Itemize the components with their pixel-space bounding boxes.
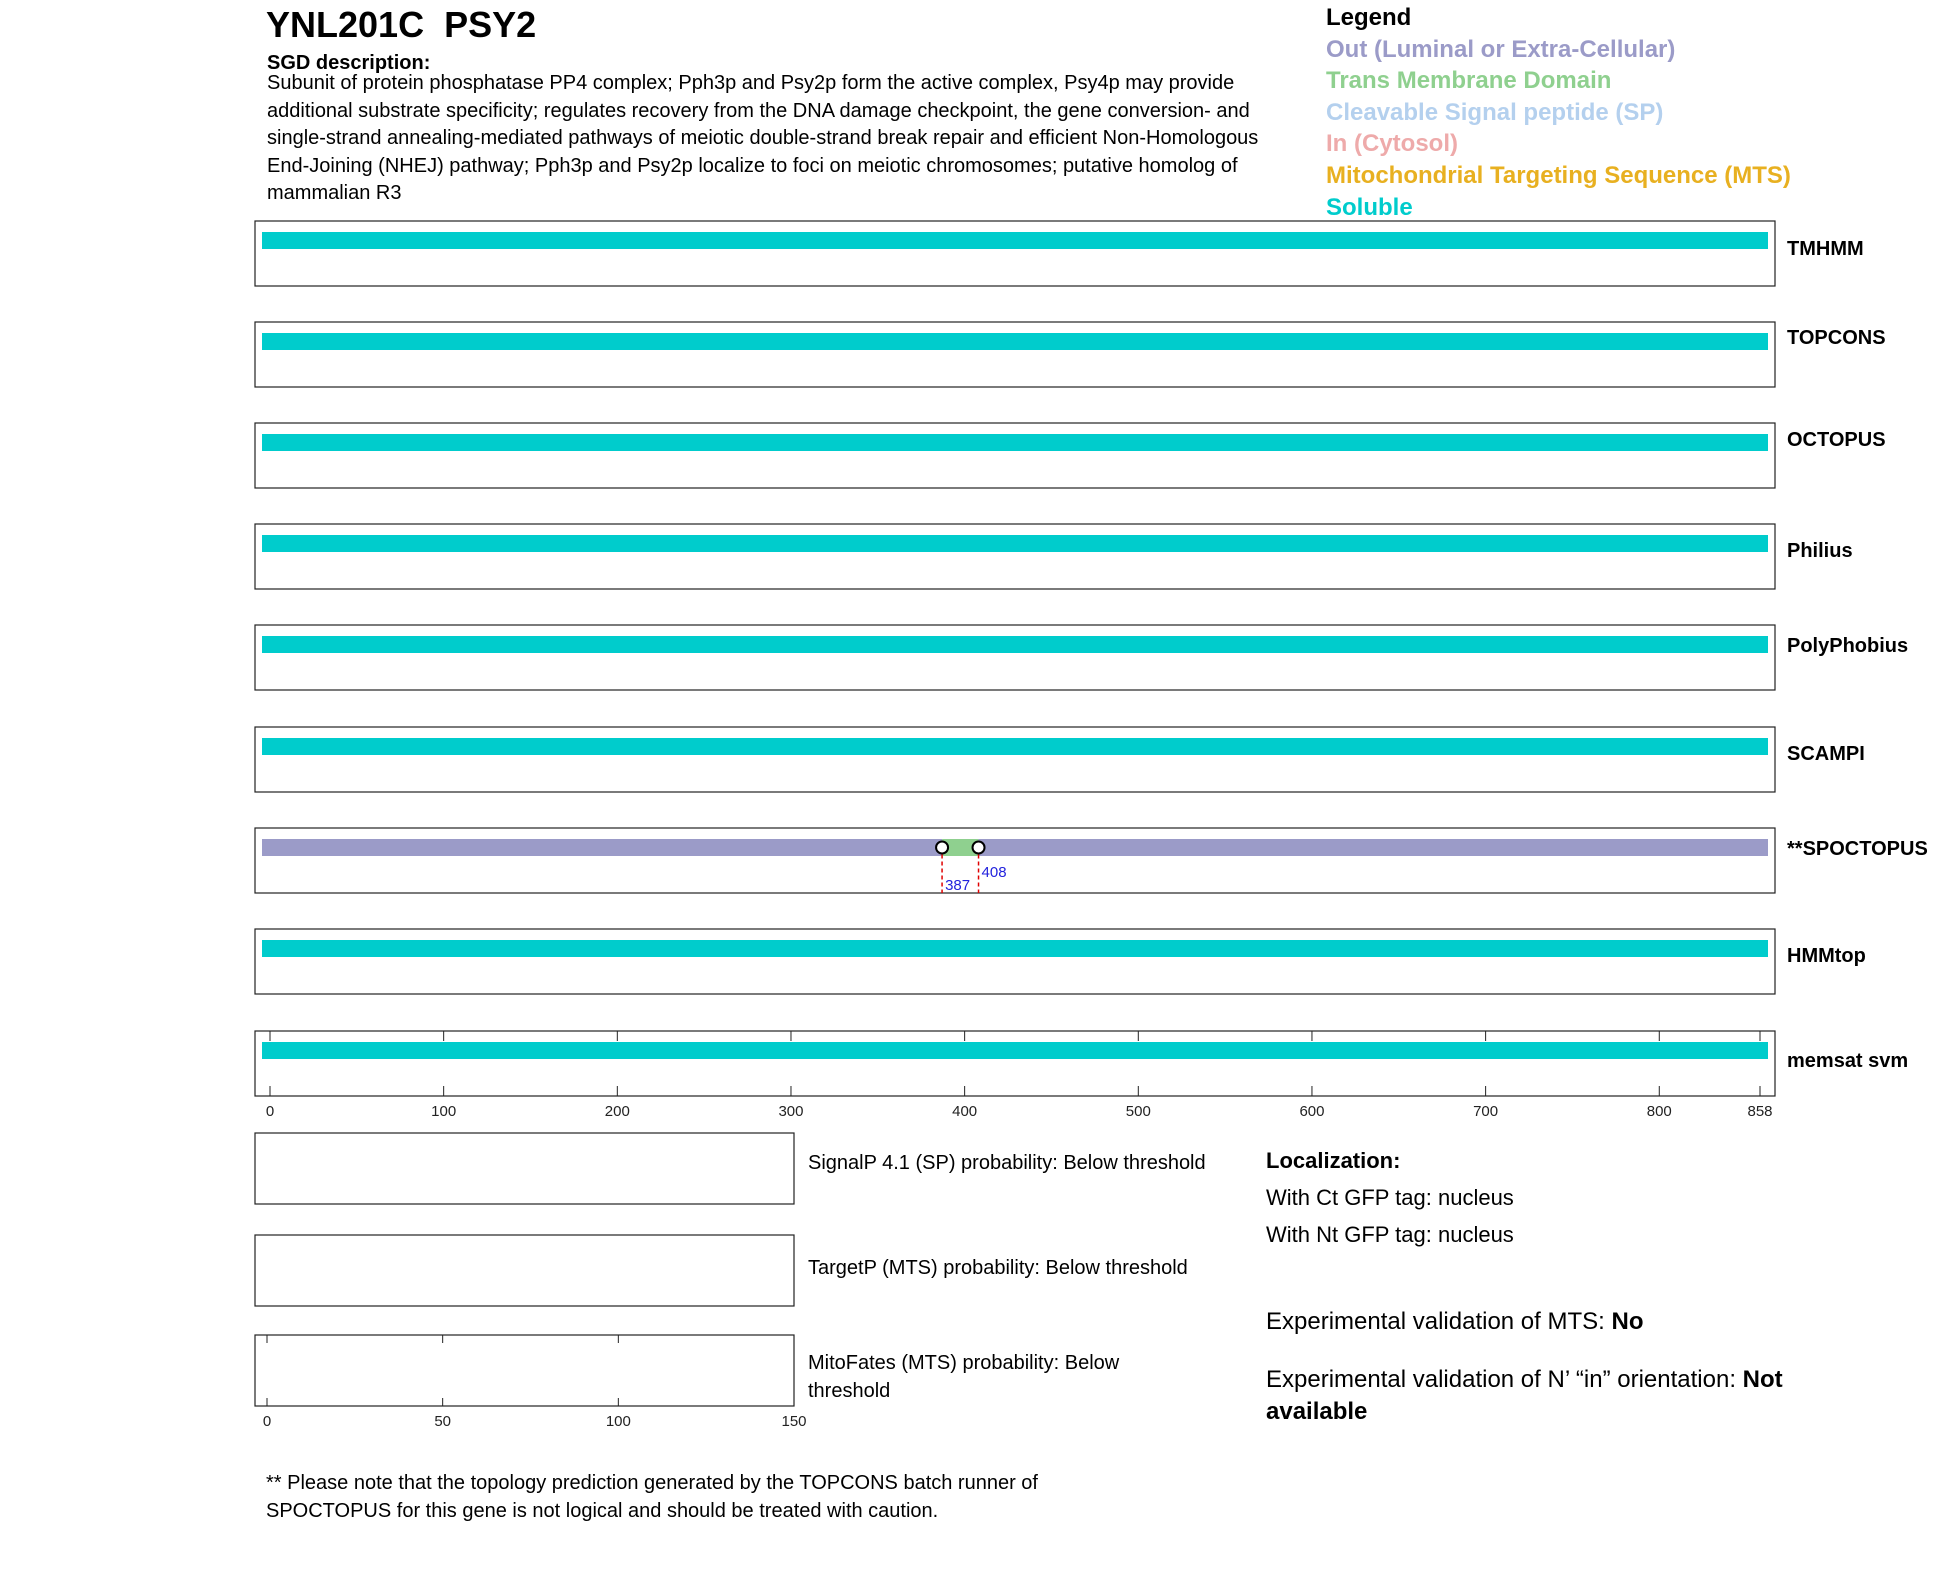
- sgd-label: SGD description:: [267, 52, 431, 74]
- track-box: [255, 322, 1775, 387]
- experimental-mts-value: No: [1611, 1308, 1644, 1335]
- track-segment: [262, 636, 1768, 653]
- signalp-probability-label: SignalP 4.1 (SP) probability: Below threshold: [808, 1152, 1206, 1174]
- x-tick-label: 200: [604, 1103, 630, 1120]
- track-box: [255, 423, 1775, 488]
- track-label: Philius: [1787, 540, 1853, 562]
- x-tick-label: 858: [1747, 1103, 1773, 1120]
- track-segment: [262, 940, 1768, 957]
- x-tick-label: 600: [1299, 1103, 1325, 1120]
- probability-panel: [255, 1133, 794, 1204]
- x-tick-label: 500: [1125, 1103, 1151, 1120]
- track-label: OCTOPUS: [1787, 429, 1886, 451]
- localization-title: Localization:: [1266, 1148, 1401, 1173]
- legend-item-mts: Mitochondrial Targeting Sequence (MTS): [1326, 161, 1791, 189]
- track-label: HMMtop: [1787, 945, 1866, 967]
- track-segment: [262, 839, 942, 856]
- track-label: PolyPhobius: [1787, 635, 1909, 657]
- legend-item-sp: Cleavable Signal peptide (SP): [1326, 98, 1664, 126]
- marker-circle: [936, 842, 948, 854]
- track-box: [255, 1031, 1775, 1096]
- prob-x-tick-label: 100: [605, 1413, 631, 1430]
- track-segment: [262, 535, 1768, 552]
- probability-panel: [255, 1235, 794, 1306]
- x-tick-label: 300: [778, 1103, 804, 1120]
- legend-title: Legend: [1326, 4, 1412, 31]
- marker-label: 408: [981, 864, 1007, 881]
- legend-item-soluble: Soluble: [1326, 193, 1413, 221]
- x-tick-label: 400: [952, 1103, 978, 1120]
- localization-ct: With Ct GFP tag: nucleus: [1266, 1185, 1514, 1210]
- track-box: [255, 727, 1775, 792]
- footnote: ** Please note that the topology prediction generated by the TOPCONS batch runner of SPOCTOPUS for this gene is not logical and should be treated with caution.: [266, 1472, 1038, 1522]
- prob-x-tick-label: 0: [262, 1413, 272, 1430]
- x-tick-label: 100: [431, 1103, 457, 1120]
- track-box: [255, 929, 1775, 994]
- track-box: [255, 221, 1775, 286]
- legend-item-tm: Trans Membrane Domain: [1326, 67, 1612, 95]
- track-segment: [262, 333, 1768, 350]
- experimental-n-in: [1266, 1364, 1866, 1428]
- track-label: memsat svm: [1787, 1050, 1909, 1072]
- legend-item-in: In (Cytosol): [1326, 130, 1458, 158]
- legend-item-out: Out (Luminal or Extra-Cellular): [1326, 35, 1676, 63]
- marker-circle: [973, 842, 985, 854]
- localization-nt: With Nt GFP tag: nucleus: [1266, 1222, 1514, 1247]
- x-tick-label: 700: [1473, 1103, 1499, 1120]
- track-segment: [262, 434, 1768, 451]
- track-label: TOPCONS: [1787, 327, 1886, 349]
- track-segment: [262, 232, 1768, 249]
- track-label: **SPOCTOPUS: [1787, 838, 1928, 860]
- track-segment: [979, 839, 1768, 856]
- targetp-probability-label: TargetP (MTS) probability: Below threshold: [808, 1257, 1188, 1279]
- experimental-mts: [1266, 1306, 1643, 1338]
- mitofates-probability-label: MitoFates (MTS) probability: Below threshold: [808, 1352, 1120, 1402]
- track-box: [255, 524, 1775, 589]
- x-tick-label: 800: [1646, 1103, 1672, 1120]
- experimental-mts-label: Experimental validation of MTS:: [1266, 1308, 1612, 1335]
- track-label: TMHMM: [1787, 238, 1864, 260]
- track-segment: [262, 1042, 1768, 1059]
- track-box: [255, 828, 1775, 893]
- track-box: [255, 625, 1775, 690]
- marker-label: 387: [945, 877, 971, 894]
- sgd-description: Subunit of protein phosphatase PP4 complex; Pph3p and Psy2p form the active complex, Psy4p may provide additional substrate specificity; regulates recovery from the DNA damage checkpoint, the gene conversion- and single-strand annealing-mediated pathways of meiotic double-strand break repair and efficient Non-Homologous End-Joining (NHEJ) pathway; Pph3p and Psy2p localize to foci on meiotic chromosomes; putative homolog of mammalian R3: [267, 72, 1259, 204]
- prob-x-tick-label: 50: [434, 1413, 452, 1430]
- track-label: SCAMPI: [1787, 743, 1865, 765]
- track-segment: [262, 738, 1768, 755]
- experimental-n-in-value: Not available: [1266, 1366, 1783, 1425]
- probability-panel: [255, 1335, 794, 1406]
- gene-title: YNL201C PSY2: [266, 4, 537, 45]
- x-tick-label: 0: [265, 1103, 275, 1120]
- prob-x-tick-label: 150: [781, 1413, 807, 1430]
- experimental-n-in-label: Experimental validation of N’ “in” orientation:: [1266, 1366, 1743, 1393]
